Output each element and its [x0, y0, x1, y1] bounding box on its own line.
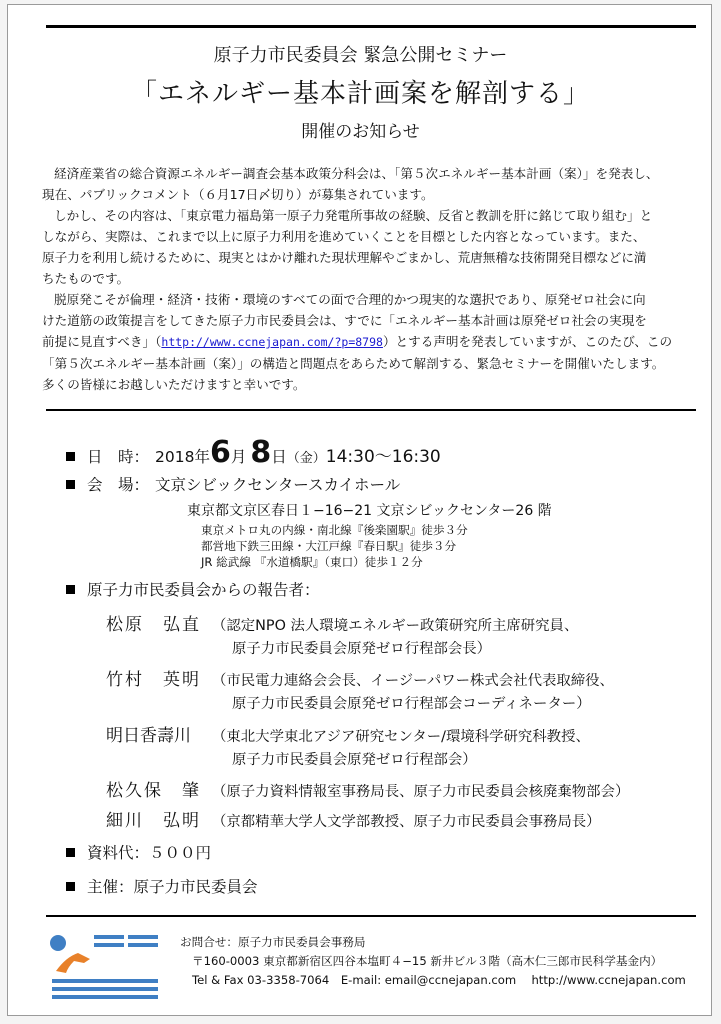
ccne-logo-icon: [44, 929, 164, 999]
speaker-affiliation: （東北大学東北アジア研究センター/環境科学研究科教授、: [212, 729, 590, 745]
divider: [46, 409, 696, 411]
speaker-row: [106, 721, 590, 746]
host-row: [66, 875, 258, 897]
top-rule: [46, 25, 696, 28]
intro-paragraph: [42, 163, 672, 395]
intro-line: 脱原発こそが倫理・経済・技術・環境のすべての面で合理的かつ現実的な選択であり、原発ゼロ社会に向: [54, 292, 646, 307]
bullet-icon: [66, 452, 75, 461]
intro-line: 経済産業省の総合資源エネルギー調査会基本政策分科会は、「第５次エネルギー基本計画（案）」を発表し、: [54, 166, 659, 181]
speaker-name: 松原 弘直: [106, 615, 201, 635]
date-month: 6: [209, 435, 231, 470]
speaker-affiliation: （京都精華大学人文学部教授、原子力市民委員会事務局長）: [212, 814, 601, 830]
fee-row: [66, 841, 211, 863]
bullet-icon: [66, 480, 75, 489]
divider: [46, 915, 696, 917]
intro-line: 「第５次エネルギー基本計画（案）」の構造と問題点をあらためて解剖する、緊急セミナーを開催いたします。: [42, 356, 665, 371]
speaker-affiliation-cont: 原子力市民委員会原発ゼロ行程部会コーディネーター）: [232, 696, 591, 712]
intro-line: 多くの皆様にお越しいただけますと幸いです。: [42, 377, 306, 392]
access-line: JR 総武線 『水道橋駅』（東口）徒歩１２分: [201, 555, 423, 569]
flyer-page: [7, 4, 712, 1016]
access-info: [201, 522, 468, 570]
contact-phone-email: Tel & Fax 03-3358-7064 E-mail: email@ccnejapan.com http://www.ccnejapan.com: [192, 973, 686, 987]
contact-title: お問合せ：原子力市民委員会事務局: [180, 935, 366, 949]
intro-line: しかし、その内容は、「東京電力福島第一原子力発電所事故の経験、反省と教訓を肝に銘じて取り組む」と: [54, 208, 653, 223]
intro-line: [42, 331, 672, 353]
speaker-affiliation-cont: 原子力市民委員会原発ゼロ行程部会長）: [232, 641, 492, 657]
speaker-affiliation-cont: 原子力市民委員会原発ゼロ行程部会）: [232, 752, 477, 768]
venue-label: 会 場：: [87, 476, 150, 494]
speaker-name: 竹村 英明: [106, 670, 201, 690]
speaker-affiliation: （認定NPO 法人環境エネルギー政策研究所主席研究員、: [212, 618, 579, 634]
speaker-affiliation: （市民電力連絡会会長、イージーパワー株式会社代表取締役、: [212, 673, 614, 689]
venue-row: [66, 473, 400, 495]
intro-line: しながら、実際は、これまで以上に原子力利用を進めていくことを目標とした内容となっています。また、: [42, 229, 646, 244]
date-weekday: （金）: [286, 451, 326, 466]
access-line: 東京メトロ丸の内線・南北線『後楽園駅』徒歩３分: [201, 523, 468, 537]
contact-block: [180, 933, 686, 990]
fee-text: 資料代：５００円: [87, 844, 212, 862]
statement-link[interactable]: http://www.ccnejapan.com/?p=8798: [161, 335, 383, 349]
host-text: 主催：原子力市民委員会: [87, 878, 258, 896]
speaker-row: [106, 665, 614, 690]
intro-line: けた道筋の政策提言をしてきた原子力市民委員会は、すでに「エネルギー基本計画は原発ゼロ社会の実現を: [42, 313, 647, 328]
venue-name: 文京シビックセンタースカイホール: [155, 476, 401, 494]
date-label: 日 時：: [87, 448, 150, 466]
speaker-row: [106, 610, 578, 635]
date-day: 8: [250, 435, 272, 470]
date-month-unit: 月: [230, 448, 247, 466]
date-time: 14:30〜16:30: [325, 447, 441, 467]
speaker-name: 明日香壽川: [106, 726, 191, 746]
date-day-unit: 日: [271, 448, 287, 466]
bullet-icon: [66, 585, 75, 594]
date-row: [66, 435, 441, 470]
intro-text: ）とする声明を発表していますが、このたび、この: [382, 334, 673, 349]
access-line: 都営地下鉄三田線・大江戸線『春日駅』徒歩３分: [201, 539, 457, 553]
speaker-affiliation: （原子力資料情報室事務局長、原子力市民委員会核廃棄物部会）: [212, 784, 630, 800]
venue-address: 東京都文京区春日１−16−21 文京シビックセンター26 階: [187, 503, 552, 519]
intro-line: ちたものです。: [42, 271, 130, 286]
speakers-heading: [66, 578, 320, 600]
speaker-row: [106, 806, 601, 831]
seminar-title: 「エネルギー基本計画案を解剖する」: [130, 79, 590, 109]
speaker-row: [106, 776, 629, 801]
bullet-icon: [66, 882, 75, 891]
intro-text: 前提に見直すべき」（: [42, 334, 162, 349]
intro-line: 原子力を利用し続けるために、現実とはかけ離れた現状理解やごまかし、荒唐無稽な技術開発目標などに満: [42, 250, 647, 265]
announcement-subtitle: 開催のお知らせ: [301, 122, 420, 142]
contact-address: 〒160-0003 東京都新宿区四谷本塩町４−15 新井ビル３階（高木仁三郎市民科学基金内）: [192, 954, 663, 968]
speaker-name: 細川 弘明: [106, 811, 201, 831]
intro-line: 現在、パブリックコメント（６月17日〆切り）が募集されています。: [42, 187, 434, 202]
bullet-icon: [66, 848, 75, 857]
speaker-name: 松久保 肇: [106, 781, 201, 801]
date-year: 2018年: [155, 448, 210, 466]
organizer-line: 原子力市民委員会 緊急公開セミナー: [213, 45, 508, 66]
speakers-label: 原子力市民委員会からの報告者：: [87, 581, 320, 599]
